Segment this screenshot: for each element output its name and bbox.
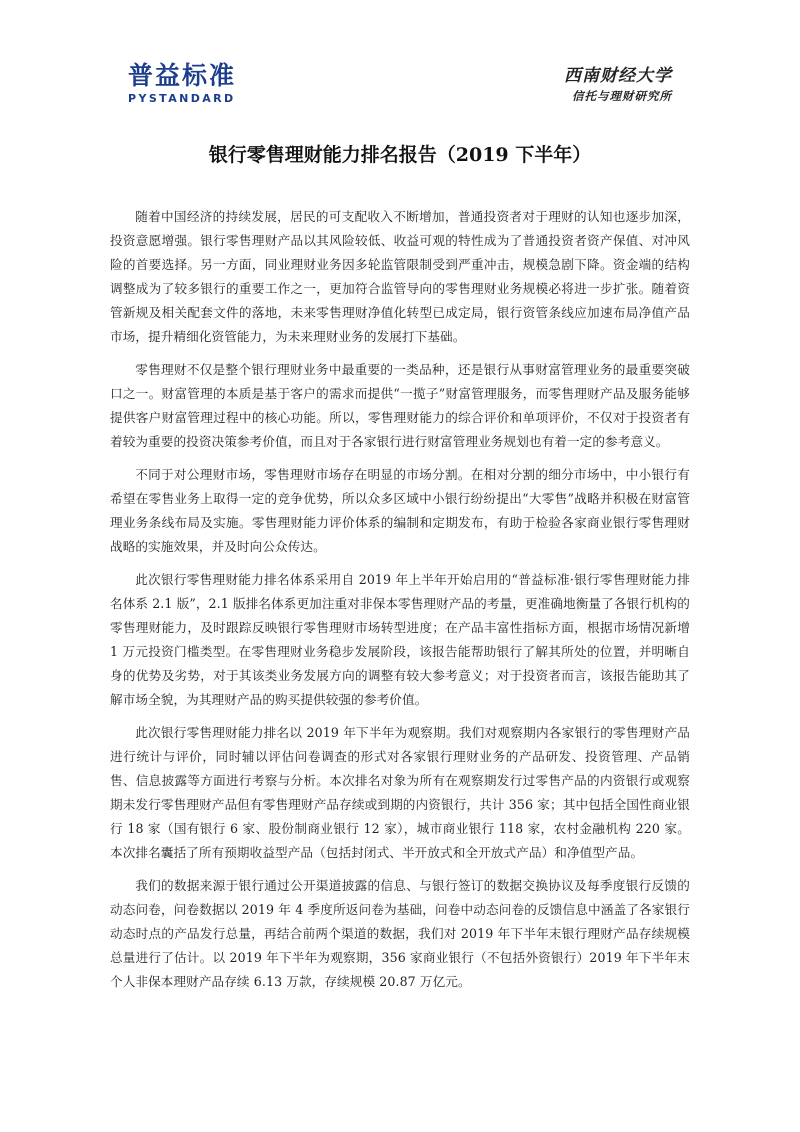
paragraph-2: 零售理财不仅是整个银行理财业务中最重要的一类品种，还是银行从事财富管理业务的最重要突破口之一。财富管理的本质是基于客户的需求而提供“一揽子”财富管理服务，而零售理财产品及服务能够提供客户财富管理过程中的核心功能。所以，零售理财能力的综合评价和单项评价，不仅对于投资者有着较为重要的投资决策参考价值，而且对于各家银行进行财富管理业务规划也有着一定的参考意义。 — [110, 362, 690, 449]
institute-logo — [564, 66, 672, 104]
institute-subname: 信托与理财研究所 — [572, 89, 672, 103]
pystandard-logo — [128, 62, 236, 105]
paragraph-3: 不同于对公理财市场，零售理财市场存在明显的市场分割。在相对分割的细分市场中，中小银行有希望在零售业务上取得一定的竞争优势，所以众多区域中小银行纷纷提出“大零售”战略并积极在财富管理业务条线布局及实施。零售理财能力评价体系的编制和定期发布，有助于检验各家商业银行零售理财战略的实施效果，并及时向公众传达。 — [110, 467, 690, 554]
paragraph-1: 随着中国经济的持续发展，居民的可支配收入不断增加，普通投资者对于理财的认知也逐步加深，投资意愿增强。银行零售理财产品以其风险较低、收益可观的特性成为了普通投资者资产保值、对冲风险的首要选择。另一方面，同业理财业务因多轮监管限制受到严重冲击，规模急剧下降。资金端的结构调整成为了较多银行的重要工作之一，更加符合监管导向的零售理财业务规模必将进一步扩张。随着资管新规及相关配套文件的落地，未来零售理财净值化转型已成定局，银行资管条线应加速布局净值产品市场，提升精细化资管能力，为未来理财业务的发展打下基础。 — [110, 209, 690, 344]
report-body — [110, 205, 690, 1003]
institute-name: 西南财经大学 — [564, 66, 672, 86]
page-header — [128, 62, 672, 112]
logo-english-text: PYSTANDARD — [128, 92, 236, 105]
report-title: 银行零售理财能力排名报告（2019 下半年） — [208, 144, 592, 166]
paragraph-6: 我们的数据来源于银行通过公开渠道披露的信息、与银行签订的数据交换协议及每季度银行反馈的动态问卷，问卷数据以 2019 年 4 季度所返问卷为基础，问卷中动态问卷的反馈信息中涵盖了各家银行动态时点的产品发行总量，再结合前两个渠道的数据，我们对 2019 年下半年末银行理财产品存续规模总量进行了估计。以 2019 年下半年为观察期，356 家商业银行（不包括外资银行）2019 年下半年末个人非保本理财产品存续 6.13 万款，存续规模 20.87 万亿元。 — [110, 878, 690, 989]
paragraph-5: 此次银行零售理财能力排名以 2019 年下半年为观察期。我们对观察期内各家银行的零售理财产品进行统计与评价，同时辅以评估问卷调查的形式对各家银行理财业务的产品研发、投资管理、产品销售、信息披露等方面进行考察与分析。本次排名对象为所有在观察期发行过零售产品的内资银行或观察期未发行零售理财产品但有零售理财产品存续或到期的内资银行，共计 356 家；其中包括全国性商业银行 18 家（国有银行 6 家、股份制商业银行 12 家），城市商业银行 118 家，农村金融机构 220 家。本次排名囊括了所有预期收益型产品（包括封闭式、半开放式和全开放式产品）和净值型产品。 — [110, 725, 690, 860]
logo-chinese-text: 普益标准 — [128, 61, 237, 90]
paragraph-4: 此次银行零售理财能力排名体系采用自 2019 年上半年开始启用的“普益标准·银行零售理财能力排名体系 2.1 版”，2.1 版排名体系更加注重对非保本零售理财产品的考量，更准确地衡量了各银行机构的零售理财能力，及时跟踪反映银行零售理财市场转型进度；在产品丰富性指标方面，根据市场情况新增 1 万元投资门槛类型。在零售理财业务稳步发展阶段，该报告能帮助银行了解其所处的位置，并明晰自身的优势及劣势，对于其该类业务发展方向的调整有较大参考意义；对于投资者而言，该报告能助其了解市场全貌，为其理财产品的购买提供较强的参考价值。 — [110, 572, 690, 707]
